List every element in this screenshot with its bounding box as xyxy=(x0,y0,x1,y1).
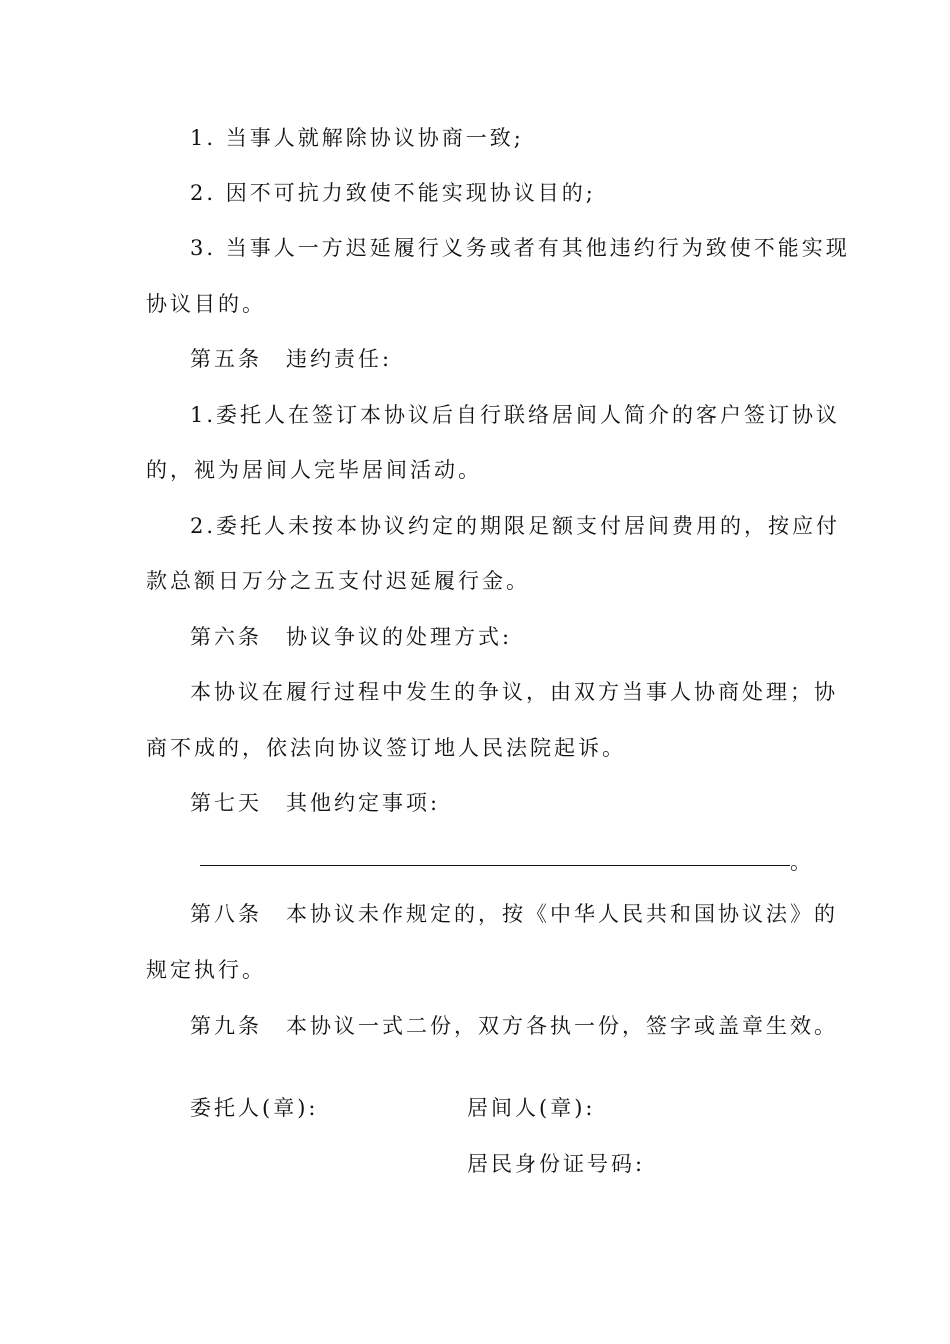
clause-item-3: 3. 当事人一方迟延履行义务或者有其他违约行为致使不能实现 xyxy=(190,236,850,260)
intermediary-signature-label: 居间人(章): xyxy=(467,1096,596,1120)
article-7-heading: 第七天 其他约定事项: xyxy=(190,791,441,815)
fill-in-blank-line xyxy=(200,865,790,866)
clause-item-3-cont: 协议目的。 xyxy=(146,292,266,316)
article-5-heading: 第五条 违约责任: xyxy=(190,347,393,371)
article-5-item-1: 1.委托人在签订本协议后自行联络居间人简介的客户签订协议 xyxy=(190,403,841,427)
clause-item-2: 2. 因不可抗力致使不能实现协议目的; xyxy=(190,181,596,205)
article-5-item-1-cont: 的，视为居间人完毕居间活动。 xyxy=(146,458,482,482)
article-5-item-2-cont: 款总额日万分之五支付迟延履行金。 xyxy=(146,569,530,593)
id-number-label: 居民身份证号码: xyxy=(467,1152,646,1176)
article-6-body: 本协议在履行过程中发生的争议，由双方当事人协商处理；协 xyxy=(190,680,838,704)
article-8-body-cont: 规定执行。 xyxy=(146,958,266,982)
article-9-body: 第九条 本协议一式二份，双方各执一份，签字或盖章生效。 xyxy=(190,1014,838,1038)
clause-item-1: 1. 当事人就解除协议协商一致; xyxy=(190,126,524,150)
client-signature-label: 委托人(章): xyxy=(190,1096,319,1120)
blank-line-period: 。 xyxy=(790,850,814,874)
article-5-item-2: 2.委托人未按本协议约定的期限足额支付居间费用的，按应付 xyxy=(190,514,841,538)
article-6-body-cont: 商不成的，依法向协议签订地人民法院起诉。 xyxy=(146,736,626,760)
article-6-heading: 第六条 协议争议的处理方式: xyxy=(190,625,513,649)
article-8-body: 第八条 本协议未作规定的，按《中华人民共和国协议法》的 xyxy=(190,902,838,926)
